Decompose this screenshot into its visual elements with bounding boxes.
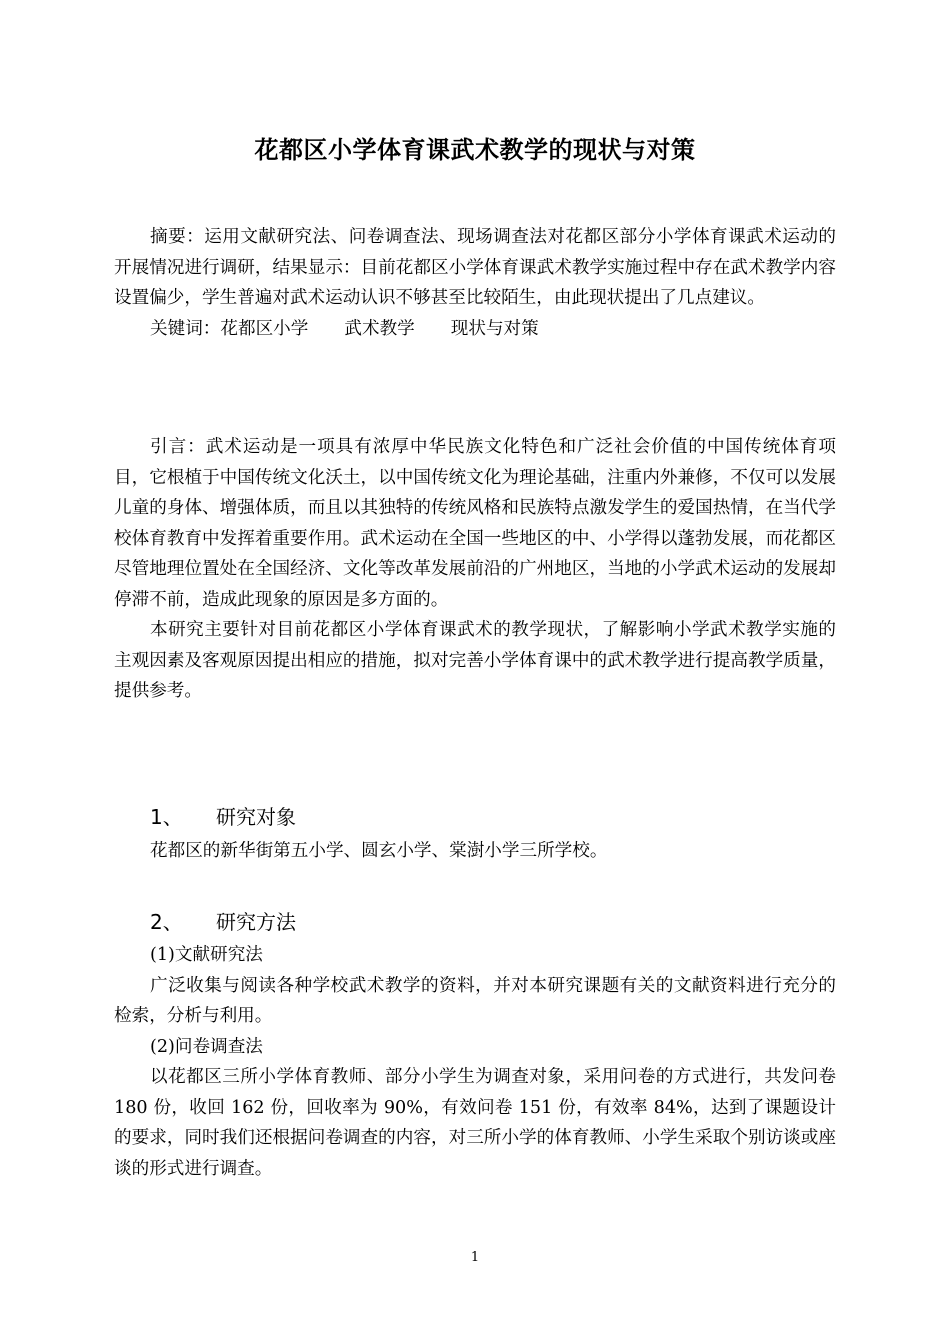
- section-2-number: 2、: [150, 910, 183, 934]
- keyword-1: 花都区小学: [220, 318, 309, 339]
- abstract-block: [114, 222, 836, 344]
- section-1-title: 研究对象: [216, 805, 296, 829]
- keyword-2: 武术教学: [344, 318, 415, 339]
- subsection-2-title: (2)问卷调查法: [150, 1036, 263, 1057]
- section-2-body: [114, 940, 836, 1184]
- keyword-3: 现状与对策: [450, 318, 539, 339]
- subsection-1-text: 广泛收集与阅读各种学校武术教学的资料，并对本研究课题有关的文献资料进行充分的检索，分析与利用。: [114, 975, 836, 1026]
- intro-paragraph-2: 本研究主要针对目前花都区小学体育课武术的教学现状，了解影响小学武术教学实施的主观因素及客观原因提出相应的措施，拟对完善小学体育课中的武术教学进行提高教学质量，提供参考。: [114, 620, 836, 701]
- section-1-text: 花都区的新华街第五小学、圆玄小学、棠澍小学三所学校。: [150, 841, 608, 861]
- section-1-heading: [150, 801, 296, 830]
- page-number: 1: [470, 1250, 480, 1265]
- section-2-heading: [150, 906, 296, 935]
- section-1-body: [114, 836, 836, 867]
- keywords-line: [114, 314, 836, 345]
- section-2-title: 研究方法: [216, 910, 296, 934]
- document-title: 花都区小学体育课武术教学的现状与对策: [254, 136, 696, 164]
- keywords-label: 关键词：: [150, 318, 221, 339]
- intro-block: [114, 432, 836, 707]
- abstract-text: 摘要：运用文献研究法、问卷调查法、现场调查法对花都区部分小学体育课武术运动的开展情况进行调研，结果显示：目前花都区小学体育课武术教学实施过程中存在武术教学内容设置偏少，学生普遍对武术运动认识不够甚至比较陌生，由此现状提出了几点建议。: [114, 227, 836, 308]
- section-1-number: 1、: [150, 805, 183, 829]
- intro-paragraph-1: 引言：武术运动是一项具有浓厚中华民族文化特色和广泛社会价值的中国传统体育项目，它根植于中国传统文化沃土，以中国传统文化为理论基础，注重内外兼修，不仅可以发展儿童的身体、增强体质，而且以其独特的传统风格和民族特点激发学生的爱国热情，在当代学校体育教育中发挥着重要作用。武术运动在全国一些地区的中、小学得以蓬勃发展，而花都区尽管地理位置处在全国经济、文化等改革发展前沿的广州地区，当地的小学武术运动的发展却停滞不前，造成此现象的原因是多方面的。: [114, 437, 836, 610]
- subsection-2-text: 以花都区三所小学体育教师、部分小学生为调查对象，采用问卷的方式进行，共发问卷 180 份，收回 162 份，回收率为 90%，有效问卷 151 份，有效率 84%，达到了课题设计的要求，同时我们还根据问卷调查的内容，对三所小学的体育教师、小学生采取个别访谈或座谈的形式进行调查。: [114, 1067, 836, 1179]
- subsection-1-title: (1)文献研究法: [150, 945, 263, 965]
